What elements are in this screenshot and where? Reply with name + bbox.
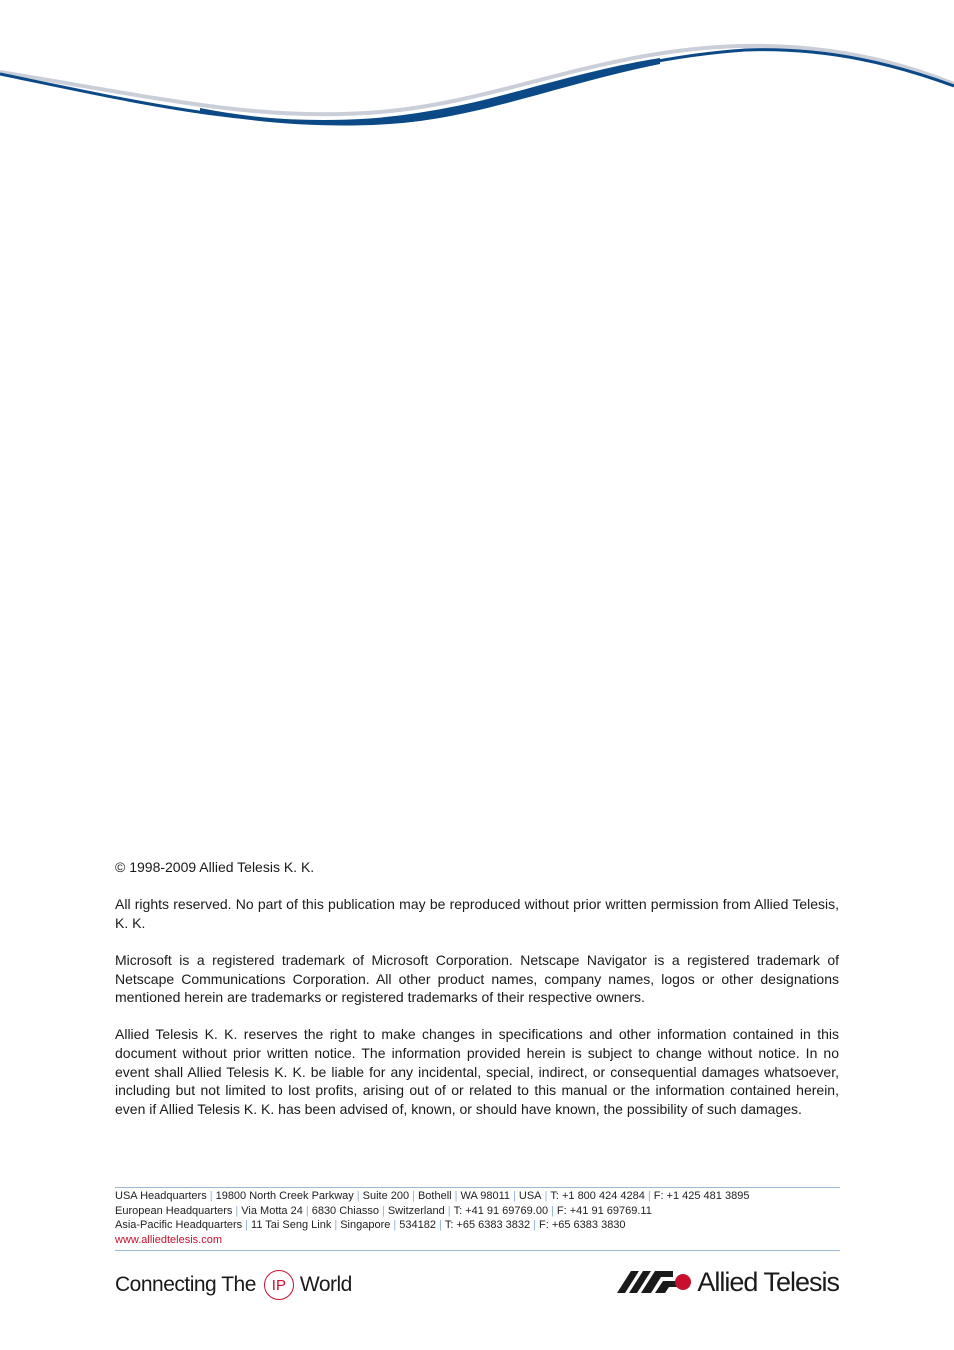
contact-field: 534182 [399, 1219, 436, 1232]
contact-field: European Headquarters [115, 1204, 233, 1217]
allied-telesis-logo-icon [617, 1270, 691, 1294]
asia-contact-line [115, 1218, 840, 1233]
brand-name: Allied Telesis [697, 1266, 839, 1297]
footer-top-rule [115, 1187, 840, 1188]
contact-field: USA [518, 1190, 542, 1202]
contact-field: T: +1 800 424 4284 [550, 1190, 645, 1202]
trademarks-paragraph: Microsoft is a registered trademark of Microsoft Corporation. Netscape Navigator is a registered trademark of Netscape Communications Corporation. All other product names, company names, logos or other designations mentioned herein are trademarks or registered trademarks of their respective owners. [115, 951, 839, 1006]
contact-field: F: +41 91 69769.11 [556, 1204, 652, 1217]
separator: | [356, 1190, 360, 1202]
disclaimer-paragraph: Allied Telesis K. K. reserves the right to make changes in specifications and other information contained in this document without prior written notice. The information provided herein is subject to change without notice. In no event shall Allied Telesis K. K. be liable for any incidental, special, indirect, or consequential damages whatsoever, including but not limited to lost profits, arising out of or related to this manual or the information contained herein, even if Allied Telesis K. K. has been advised of, known, or should have known, the possibility of such damages. [115, 1026, 839, 1117]
separator: | [544, 1190, 548, 1202]
separator: | [438, 1219, 442, 1232]
separator: | [209, 1190, 213, 1202]
contact-field: Switzerland [387, 1204, 445, 1217]
separator: | [647, 1190, 651, 1202]
website-link[interactable]: www.alliedtelesis.com [115, 1233, 222, 1246]
contact-field: T: +41 91 69769.00 [453, 1204, 549, 1217]
contact-field: Via Motta 24 [241, 1204, 303, 1217]
separator: | [513, 1190, 516, 1202]
contact-field: USA Headquarters [115, 1190, 207, 1202]
separator: | [381, 1204, 385, 1217]
separator: | [454, 1190, 458, 1202]
contact-field: Asia-Pacific Headquarters [115, 1219, 243, 1232]
separator: | [412, 1190, 415, 1202]
brand-logo [617, 1265, 839, 1299]
separator: | [393, 1219, 397, 1232]
tagline [115, 1268, 352, 1302]
contact-field: Bothell [417, 1190, 452, 1202]
contact-field: WA 98011 [460, 1190, 511, 1202]
contact-block [115, 1189, 840, 1247]
copyright-line: © 1998-2009 Allied Telesis K. K. [115, 859, 315, 875]
contact-field: T: +65 6383 3832 [444, 1219, 531, 1232]
contact-field: 19800 North Creek Parkway [215, 1190, 354, 1202]
separator: | [305, 1204, 309, 1217]
contact-field: 6830 Chiasso [311, 1204, 379, 1217]
contact-field: F: +65 6383 3830 [539, 1219, 626, 1232]
contact-field: Suite 200 [362, 1190, 410, 1202]
europe-contact-line [115, 1204, 840, 1219]
separator: | [245, 1219, 249, 1232]
ip-circle-icon: IP [264, 1270, 294, 1300]
separator: | [235, 1204, 239, 1217]
footer-bottom-rule [115, 1250, 840, 1251]
tagline-after: World [299, 1273, 352, 1296]
usa-contact-line [115, 1189, 840, 1204]
rights-paragraph: All rights reserved. No part of this publication may be reproduced without prior written permission from Allied Telesis, K. K. [115, 896, 839, 931]
contact-field: 11 Tai Seng Link [251, 1219, 332, 1232]
header-wave-graphic [0, 0, 954, 140]
separator: | [447, 1204, 451, 1217]
contact-field: F: +1 425 481 3895 [653, 1190, 750, 1202]
separator: | [551, 1204, 554, 1217]
separator: | [533, 1219, 536, 1232]
tagline-before: Connecting The [115, 1273, 256, 1296]
legal-notice [115, 858, 839, 1137]
contact-field: Singapore [340, 1219, 391, 1232]
separator: | [334, 1219, 338, 1232]
